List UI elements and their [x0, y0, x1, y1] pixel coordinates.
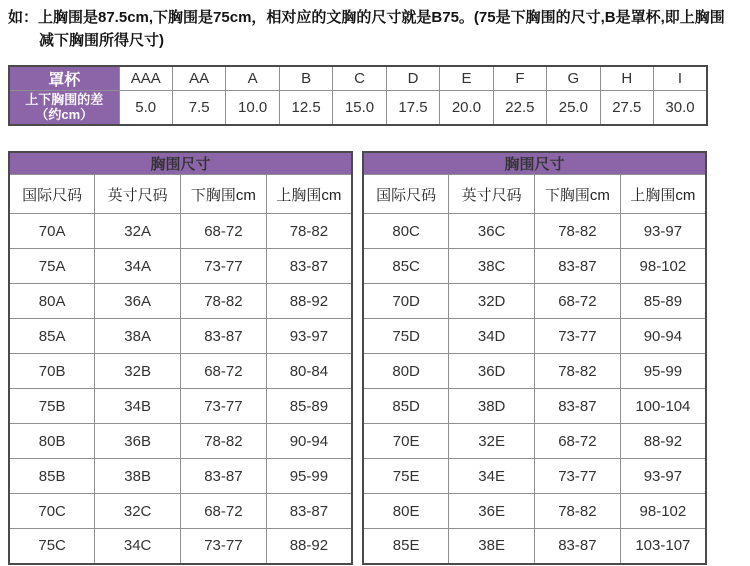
size-cell: 36D [449, 354, 535, 389]
size-cell: 70D [363, 284, 449, 319]
column-header: 上胸围cm [266, 175, 352, 214]
column-header: 上胸围cm [620, 175, 706, 214]
size-row [9, 319, 352, 354]
size-cell: 38C [449, 249, 535, 284]
diff-label-line1: 上下胸围的差 [25, 92, 104, 108]
size-row [363, 284, 706, 319]
size-cell: 78-82 [181, 424, 267, 459]
size-cell: 32E [449, 424, 535, 459]
size-row [9, 494, 352, 529]
size-cell: 85C [363, 249, 449, 284]
column-header: 国际尺码 [363, 175, 449, 214]
cup-table-header-label: 罩杯 [9, 66, 119, 91]
size-cell: 34C [95, 529, 181, 564]
size-cell: 38A [95, 319, 181, 354]
size-row [9, 249, 352, 284]
intro-note-line1: 如：上胸围是87.5cm,下胸围是75cm，相对应的文胸的尺寸就是B75。(75是下胸围的尺寸,B是罩杯,即上胸围 [8, 9, 725, 26]
cup-size-table [8, 65, 708, 126]
column-header: 国际尺码 [9, 175, 95, 214]
size-cell: 68-72 [535, 424, 621, 459]
size-cell: 85-89 [620, 284, 706, 319]
cup-cell: AAA [119, 66, 172, 91]
cup-diff-cell: 17.5 [386, 91, 439, 125]
size-table-left [8, 151, 353, 565]
size-row [363, 214, 706, 249]
cup-cell: B [279, 66, 332, 91]
size-cell: 75D [363, 319, 449, 354]
cup-diff-cell: 12.5 [279, 91, 332, 125]
cup-diff-cell: 27.5 [600, 91, 653, 125]
size-cell: 38E [449, 529, 535, 564]
diff-label-line2: （约cm） [35, 107, 94, 123]
size-cell: 34A [95, 249, 181, 284]
size-cell: 95-99 [620, 354, 706, 389]
size-cell: 93-97 [620, 459, 706, 494]
size-row [9, 214, 352, 249]
size-cell: 32C [95, 494, 181, 529]
size-cell: 73-77 [535, 459, 621, 494]
size-table-left-columns [9, 175, 352, 214]
size-cell: 88-92 [620, 424, 706, 459]
size-cell: 70B [9, 354, 95, 389]
cup-diff-cell: 30.0 [654, 91, 707, 125]
size-cell: 83-87 [181, 459, 267, 494]
size-cell: 83-87 [181, 319, 267, 354]
size-cell: 93-97 [620, 214, 706, 249]
size-table-right-body [363, 214, 706, 564]
size-cell: 80D [363, 354, 449, 389]
cup-cell: H [600, 66, 653, 91]
size-table-right-banner [363, 152, 706, 175]
size-cell: 32B [95, 354, 181, 389]
size-cell: 78-82 [181, 284, 267, 319]
size-cell: 70E [363, 424, 449, 459]
size-cell: 85-89 [266, 389, 352, 424]
size-cell: 73-77 [181, 249, 267, 284]
size-cell: 80-84 [266, 354, 352, 389]
cup-cell: G [547, 66, 600, 91]
size-cell: 75C [9, 529, 95, 564]
size-cell: 75B [9, 389, 95, 424]
size-table-right [362, 151, 707, 565]
size-cell: 85A [9, 319, 95, 354]
size-row [9, 389, 352, 424]
size-cell: 78-82 [535, 354, 621, 389]
size-row [363, 494, 706, 529]
cup-diff-cell: 15.0 [333, 91, 386, 125]
size-cell: 78-82 [535, 214, 621, 249]
cup-cell: E [440, 66, 493, 91]
size-row [9, 354, 352, 389]
cup-diff-cell: 10.0 [226, 91, 279, 125]
size-row [363, 354, 706, 389]
cup-diff-row [9, 91, 707, 125]
column-header: 下胸围cm [181, 175, 267, 214]
size-cell: 83-87 [535, 249, 621, 284]
size-cell: 80C [363, 214, 449, 249]
column-header: 下胸围cm [535, 175, 621, 214]
size-row [9, 284, 352, 319]
size-cell: 88-92 [266, 529, 352, 564]
cup-cell: F [493, 66, 546, 91]
size-cell: 83-87 [535, 389, 621, 424]
size-cell: 70A [9, 214, 95, 249]
cup-cell: AA [172, 66, 225, 91]
size-cell: 80A [9, 284, 95, 319]
size-cell: 38B [95, 459, 181, 494]
size-cell: 90-94 [266, 424, 352, 459]
size-cell: 32D [449, 284, 535, 319]
size-cell: 80B [9, 424, 95, 459]
size-cell: 78-82 [535, 494, 621, 529]
size-cell: 88-92 [266, 284, 352, 319]
cup-table-diff-label [9, 91, 119, 125]
size-cell: 83-87 [266, 494, 352, 529]
size-cell: 68-72 [181, 214, 267, 249]
size-cell: 85E [363, 529, 449, 564]
cup-diff-cell: 7.5 [172, 91, 225, 125]
size-cell: 34D [449, 319, 535, 354]
size-table-right-title: 胸围尺寸 [363, 152, 706, 175]
size-cell: 75A [9, 249, 95, 284]
cup-diff-cell: 22.5 [493, 91, 546, 125]
size-cell: 70C [9, 494, 95, 529]
size-table-left-banner [9, 152, 352, 175]
size-cell: 98-102 [620, 249, 706, 284]
intro-note [8, 6, 725, 52]
cup-diff-cell: 20.0 [440, 91, 493, 125]
size-table-right-columns [363, 175, 706, 214]
size-row [9, 424, 352, 459]
size-row [9, 529, 352, 564]
size-cell: 85B [9, 459, 95, 494]
size-cell: 78-82 [266, 214, 352, 249]
column-header: 英寸尺码 [449, 175, 535, 214]
size-cell: 95-99 [266, 459, 352, 494]
size-row [363, 319, 706, 354]
size-cell: 85D [363, 389, 449, 424]
size-cell: 80E [363, 494, 449, 529]
size-cell: 73-77 [181, 529, 267, 564]
size-cell: 32A [95, 214, 181, 249]
size-cell: 34B [95, 389, 181, 424]
size-cell: 36A [95, 284, 181, 319]
size-row [9, 459, 352, 494]
size-cell: 83-87 [266, 249, 352, 284]
size-cell: 36E [449, 494, 535, 529]
size-cell: 83-87 [535, 529, 621, 564]
size-cell: 36B [95, 424, 181, 459]
size-cell: 90-94 [620, 319, 706, 354]
size-table-left-body [9, 214, 352, 564]
size-cell: 100-104 [620, 389, 706, 424]
cup-cell: A [226, 66, 279, 91]
size-cell: 34E [449, 459, 535, 494]
cup-cell: C [333, 66, 386, 91]
size-cell: 75E [363, 459, 449, 494]
size-cell: 68-72 [181, 354, 267, 389]
size-cell: 38D [449, 389, 535, 424]
size-row [363, 389, 706, 424]
size-cell: 93-97 [266, 319, 352, 354]
size-row [363, 249, 706, 284]
size-cell: 98-102 [620, 494, 706, 529]
size-table-left-title: 胸围尺寸 [9, 152, 352, 175]
size-row [363, 529, 706, 564]
intro-note-line2: 减下胸围所得尺寸) [39, 32, 164, 49]
size-cell: 103-107 [620, 529, 706, 564]
cup-cell: D [386, 66, 439, 91]
cup-diff-cell: 25.0 [547, 91, 600, 125]
size-row [363, 459, 706, 494]
cup-diff-cell: 5.0 [119, 91, 172, 125]
cup-cell: I [654, 66, 707, 91]
size-cell: 36C [449, 214, 535, 249]
size-row [363, 424, 706, 459]
size-cell: 73-77 [535, 319, 621, 354]
size-cell: 73-77 [181, 389, 267, 424]
size-cell: 68-72 [535, 284, 621, 319]
cup-row [9, 66, 707, 91]
column-header: 英寸尺码 [95, 175, 181, 214]
size-cell: 68-72 [181, 494, 267, 529]
